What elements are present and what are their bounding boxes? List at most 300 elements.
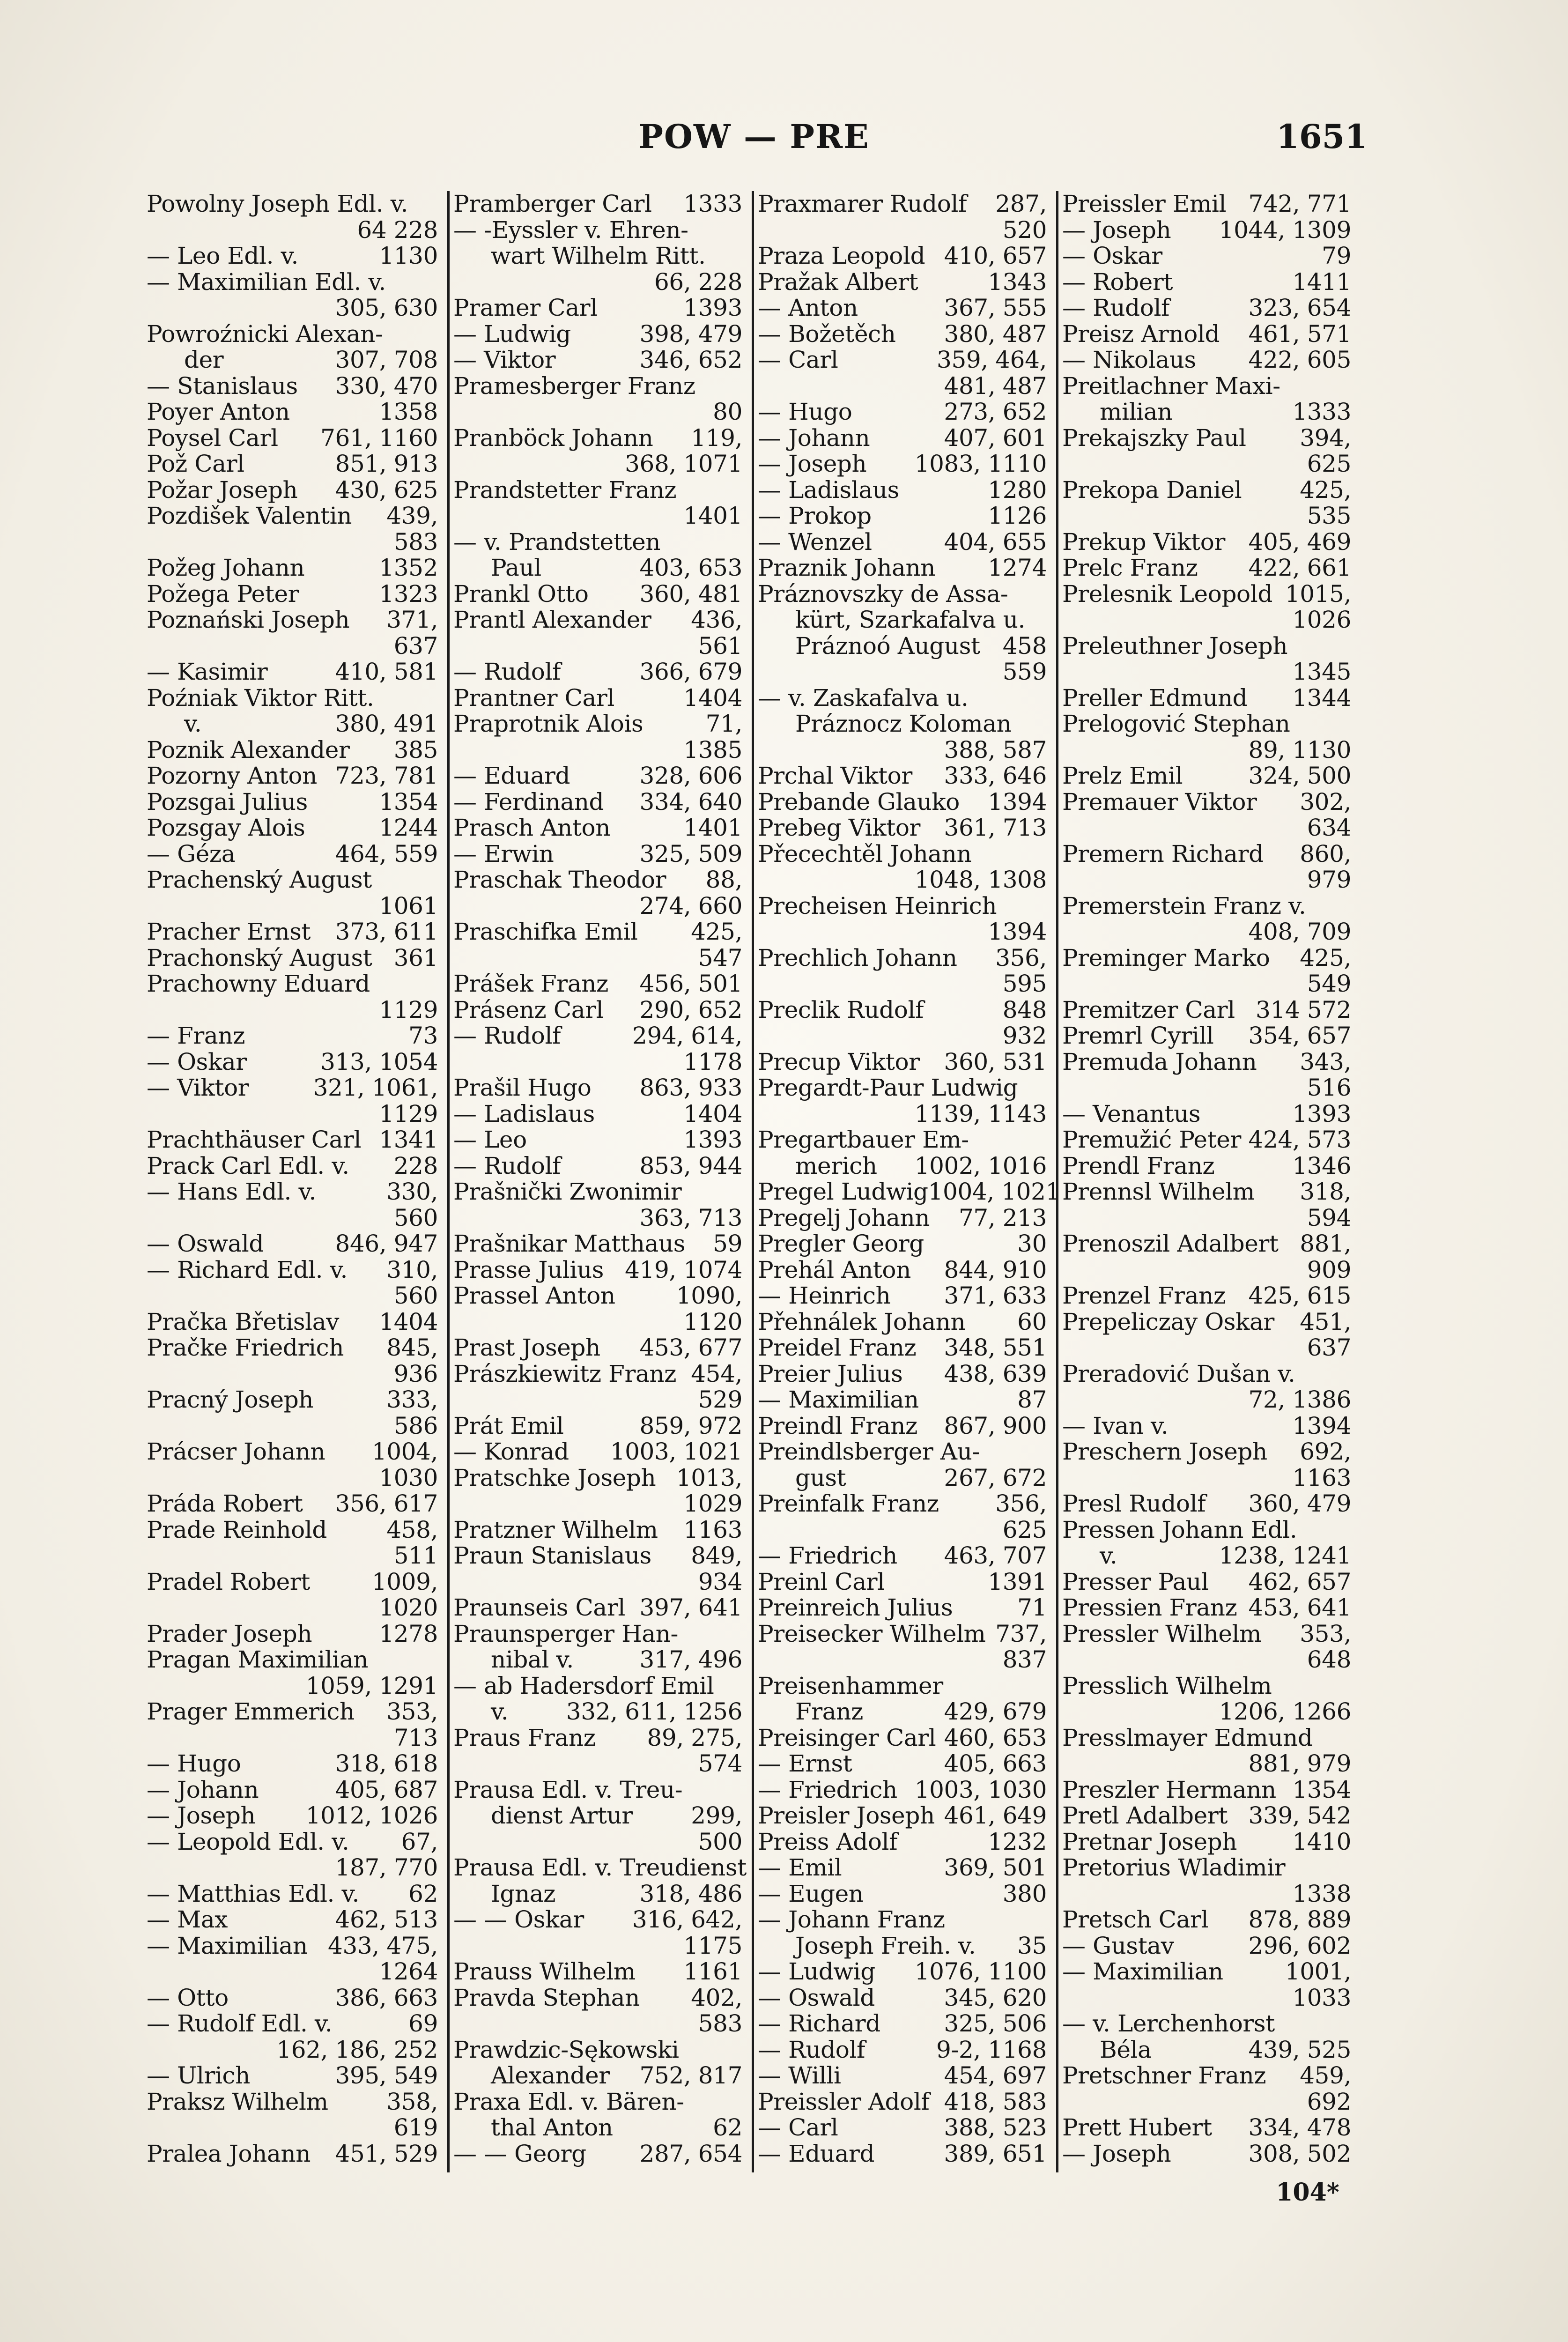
index-entry bbox=[453, 1413, 742, 1439]
entry-name: Prantner Carl bbox=[453, 684, 614, 711]
index-entry bbox=[758, 1569, 1047, 1595]
entry-page-refs: 458, bbox=[386, 1516, 438, 1543]
entry-line bbox=[453, 997, 742, 1023]
index-entry bbox=[758, 243, 1047, 269]
entry-name: — Ladislaus bbox=[453, 1100, 595, 1127]
index-entry bbox=[758, 529, 1047, 556]
entry-page-refs: 1061 bbox=[379, 892, 438, 919]
entry-name: Praza Leopold bbox=[758, 242, 925, 269]
index-entry bbox=[1062, 191, 1351, 217]
entry-name: — Hans Edl. v. bbox=[147, 1178, 316, 1205]
index-entry bbox=[758, 763, 1047, 789]
entry-page-refs: 1161 bbox=[683, 1958, 742, 1985]
entry-line bbox=[453, 1777, 742, 1803]
entry-page-refs: 358, bbox=[386, 2088, 438, 2115]
entry-page-refs: 1333 bbox=[683, 190, 742, 217]
entry-name: Preschern Joseph bbox=[1062, 1438, 1267, 1465]
entry-name: Praschak Theodor bbox=[453, 866, 666, 893]
entry-line bbox=[758, 2063, 1047, 2089]
index-entry bbox=[147, 1621, 438, 1647]
entry-line bbox=[758, 2037, 1047, 2063]
entry-page-refs bbox=[676, 477, 742, 504]
entry-name: Práznocz Koloman bbox=[795, 710, 1012, 737]
entry-line bbox=[1062, 893, 1351, 919]
entry-page-refs: 424, 573 bbox=[1248, 1126, 1351, 1153]
entry-page-refs: 73 bbox=[408, 1022, 438, 1049]
entry-name: Prankl Otto bbox=[453, 580, 589, 608]
index-entry bbox=[453, 1361, 742, 1413]
entry-name: Preier Julius bbox=[758, 1360, 903, 1387]
entry-name: Pradel Robert bbox=[147, 1568, 310, 1595]
entry-line bbox=[147, 763, 438, 789]
entry-page-refs: 723, 781 bbox=[335, 762, 438, 789]
entry-page-refs: 1090, bbox=[676, 1282, 742, 1309]
entry-page-refs: 1393 bbox=[1292, 1100, 1351, 1127]
entry-page-refs: 1338 bbox=[1292, 1880, 1351, 1907]
index-entry bbox=[147, 477, 438, 504]
index-entry bbox=[758, 1178, 1060, 1205]
entry-page-refs bbox=[1312, 1725, 1351, 1751]
entry-name: — Joseph bbox=[758, 450, 867, 477]
entry-line bbox=[758, 1153, 1047, 1179]
entry-name: Pregartbauer Em- bbox=[758, 1126, 969, 1153]
index-entry bbox=[147, 1257, 438, 1309]
entry-page-refs: 1126 bbox=[988, 502, 1047, 529]
entry-line bbox=[1062, 1855, 1351, 1881]
entry-page-refs: 851, 913 bbox=[335, 450, 438, 477]
entry-name: Powroźnicki Alexan- bbox=[147, 320, 383, 348]
entry-line bbox=[453, 1725, 742, 1751]
entry-name: Prasse Julius bbox=[453, 1256, 604, 1283]
entry-line bbox=[453, 659, 742, 685]
index-entry bbox=[1062, 2011, 1351, 2063]
entry-line bbox=[453, 373, 742, 400]
index-entry bbox=[1062, 321, 1351, 348]
entry-name: Prasch Anton bbox=[453, 814, 611, 841]
index-entry bbox=[453, 2141, 742, 2167]
index-entry bbox=[1062, 633, 1351, 685]
entry-name: Pracný Joseph bbox=[147, 1386, 314, 1413]
entry-line bbox=[1062, 555, 1351, 581]
entry-name: Pramberger Carl bbox=[453, 190, 652, 217]
entry-line bbox=[1062, 1491, 1351, 1517]
entry-page-refs: 453, 677 bbox=[639, 1334, 742, 1361]
entry-name: Preclik Rudolf bbox=[758, 996, 924, 1023]
index-entry bbox=[1062, 1621, 1351, 1673]
entry-name: — Leo bbox=[453, 1126, 527, 1153]
entry-page-refs: 325, 509 bbox=[639, 840, 742, 867]
index-entry bbox=[758, 1621, 1047, 1673]
index-entry bbox=[453, 1725, 742, 1777]
entry-page-refs bbox=[1287, 633, 1351, 660]
index-entry bbox=[453, 1439, 742, 1465]
index-entry bbox=[1062, 1673, 1351, 1725]
index-entry bbox=[758, 1231, 1047, 1257]
index-entry bbox=[1062, 1309, 1351, 1361]
entry-page-refs: 1323 bbox=[379, 580, 438, 608]
entry-name: Preinreich Julius bbox=[758, 1594, 953, 1621]
entry-name: Pretsch Carl bbox=[1062, 1906, 1209, 1933]
index-entry bbox=[147, 1985, 438, 2011]
entry-page-refs: 333, bbox=[386, 1386, 438, 1413]
entry-line bbox=[1062, 815, 1351, 841]
entry-line bbox=[1062, 971, 1351, 997]
entry-name: Pracher Ernst bbox=[147, 918, 311, 945]
entry-line bbox=[453, 1361, 742, 1387]
entry-name: — Viktor bbox=[453, 346, 556, 373]
entry-line bbox=[453, 1595, 742, 1621]
entry-page-refs: 72, 1386 bbox=[1248, 1386, 1351, 1413]
entry-name: Pramer Carl bbox=[453, 294, 598, 321]
entry-page-refs: 1059, 1291 bbox=[305, 1672, 438, 1699]
entry-line bbox=[1062, 1959, 1351, 1985]
entry-page-refs: 356, bbox=[995, 1490, 1047, 1517]
index-entry bbox=[453, 711, 742, 763]
entry-page-refs: 881, bbox=[1300, 1230, 1351, 1257]
entry-line bbox=[1062, 503, 1351, 529]
entry-page-refs bbox=[1272, 1673, 1351, 1699]
entry-page-refs: 547 bbox=[698, 944, 742, 971]
index-entry bbox=[1062, 685, 1351, 711]
index-entry bbox=[453, 1075, 742, 1101]
entry-line bbox=[453, 1179, 742, 1205]
entry-line bbox=[758, 1491, 1047, 1517]
entry-page-refs bbox=[370, 971, 438, 997]
entry-line bbox=[147, 1309, 438, 1335]
entry-line bbox=[1062, 607, 1351, 633]
entry-line bbox=[758, 633, 1047, 660]
entry-line bbox=[758, 1335, 1047, 1361]
entry-page-refs: 595 bbox=[1002, 970, 1047, 997]
entry-line bbox=[147, 2037, 438, 2063]
entry-page-refs: 397, 641 bbox=[639, 1594, 742, 1621]
entry-page-refs: 500 bbox=[698, 1828, 742, 1855]
entry-name: Praschifka Emil bbox=[453, 918, 638, 945]
entry-line bbox=[147, 1335, 438, 1361]
index-entry bbox=[1062, 1023, 1351, 1049]
entry-page-refs: 462, 657 bbox=[1248, 1568, 1351, 1595]
entry-line bbox=[453, 295, 742, 321]
index-entry bbox=[758, 1777, 1047, 1803]
entry-name: — Rudolf bbox=[758, 2036, 865, 2063]
entry-line bbox=[1062, 1465, 1351, 1491]
entry-line bbox=[1062, 295, 1351, 321]
index-entry bbox=[147, 1569, 438, 1621]
entry-line bbox=[1062, 477, 1351, 504]
entry-line bbox=[453, 347, 742, 373]
index-entry bbox=[1062, 1127, 1351, 1153]
entry-line bbox=[758, 1777, 1047, 1803]
index-entry bbox=[758, 1283, 1047, 1309]
entry-page-refs: 402, bbox=[691, 1984, 742, 2011]
entry-line bbox=[453, 269, 742, 296]
entry-line bbox=[758, 581, 1047, 608]
entry-page-refs: 1274 bbox=[988, 554, 1047, 581]
entry-line bbox=[453, 763, 742, 789]
entry-line bbox=[1062, 1413, 1351, 1439]
entry-line bbox=[147, 1751, 438, 1777]
entry-page-refs: 1013, bbox=[676, 1464, 742, 1491]
index-entry bbox=[147, 1829, 438, 1881]
entry-line bbox=[1062, 1829, 1351, 1855]
entry-page-refs: 69 bbox=[408, 2010, 438, 2037]
entry-line bbox=[453, 581, 742, 608]
entry-page-refs: 395, 549 bbox=[335, 2062, 438, 2089]
entry-page-refs: 1076, 1100 bbox=[914, 1958, 1047, 1985]
entry-name: Prašnički Zwonimir bbox=[453, 1178, 682, 1205]
index-entry bbox=[453, 1231, 742, 1257]
index-entry bbox=[453, 347, 742, 373]
entry-line bbox=[453, 1854, 747, 1881]
index-entry bbox=[147, 1933, 438, 1985]
entry-line bbox=[147, 555, 438, 581]
index-entry bbox=[758, 1595, 1047, 1621]
entry-page-refs: 35 bbox=[1017, 1932, 1047, 1959]
index-entry bbox=[1062, 1933, 1351, 1959]
entry-page-refs bbox=[1290, 711, 1351, 737]
index-entry bbox=[1062, 763, 1351, 789]
entry-page-refs: 1280 bbox=[988, 476, 1047, 504]
entry-page-refs bbox=[678, 1621, 742, 1647]
entry-page-refs: 273, 652 bbox=[944, 398, 1047, 425]
index-entry bbox=[147, 555, 438, 581]
entry-line bbox=[147, 1439, 438, 1465]
entry-line bbox=[453, 217, 742, 244]
entry-page-refs: 360, 479 bbox=[1248, 1490, 1351, 1517]
entry-name: Premitzer Carl bbox=[1062, 996, 1235, 1023]
entry-page-refs: 692, bbox=[1300, 1438, 1351, 1465]
entry-line bbox=[147, 1127, 438, 1153]
entry-line bbox=[453, 1751, 742, 1777]
index-entry bbox=[453, 217, 742, 296]
entry-page-refs: 356, 617 bbox=[335, 1490, 438, 1517]
entry-page-refs: 388, 523 bbox=[944, 2114, 1047, 2141]
entry-page-refs bbox=[968, 685, 1047, 711]
entry-line bbox=[453, 1049, 742, 1075]
entry-name: Prachowny Eduard bbox=[147, 970, 370, 997]
entry-line bbox=[1062, 1283, 1351, 1309]
entry-line bbox=[147, 1023, 438, 1049]
entry-name: — Joseph bbox=[1062, 216, 1171, 244]
index-entry bbox=[758, 555, 1047, 581]
entry-page-refs: 380, 487 bbox=[944, 320, 1047, 348]
entry-line bbox=[758, 919, 1047, 945]
entry-line bbox=[453, 2037, 742, 2063]
entry-line bbox=[453, 191, 742, 217]
entry-name: Premrl Cyrill bbox=[1062, 1022, 1214, 1049]
entry-line bbox=[1062, 737, 1351, 763]
entry-line bbox=[147, 893, 438, 919]
entry-page-refs: 1394 bbox=[988, 918, 1047, 945]
entry-line bbox=[758, 1855, 1047, 1881]
index-entry bbox=[1062, 2115, 1351, 2141]
index-entry bbox=[453, 841, 742, 867]
entry-page-refs: 439, bbox=[386, 502, 438, 529]
entry-line bbox=[758, 1231, 1047, 1257]
entry-name: — Carl bbox=[758, 346, 838, 373]
entry-line bbox=[453, 243, 742, 269]
index-entry bbox=[453, 477, 742, 529]
entry-line bbox=[147, 1517, 438, 1543]
index-entry bbox=[147, 1335, 438, 1387]
index-entry bbox=[758, 503, 1047, 529]
entry-name: Poźniak Viktor Ritt. bbox=[147, 684, 374, 711]
entry-line bbox=[758, 685, 1047, 711]
entry-line bbox=[1062, 1127, 1351, 1153]
entry-name: — Oskar bbox=[147, 1048, 247, 1075]
index-entry bbox=[453, 1465, 742, 1517]
entry-line bbox=[758, 815, 1047, 841]
entry-line bbox=[147, 1101, 438, 1127]
entry-page-refs: 436, bbox=[691, 606, 742, 633]
entry-line bbox=[147, 1543, 438, 1569]
entry-line bbox=[453, 1543, 742, 1569]
index-entry bbox=[1062, 1153, 1351, 1179]
entry-page-refs: 317, 496 bbox=[639, 1646, 742, 1673]
entry-name: Prašil Hugo bbox=[453, 1074, 592, 1101]
entry-line bbox=[147, 217, 438, 244]
entry-page-refs: 59 bbox=[713, 1230, 742, 1257]
entry-page-refs: 742, 771 bbox=[1248, 190, 1351, 217]
entry-line bbox=[758, 1465, 1047, 1491]
index-entry bbox=[758, 477, 1047, 504]
entry-page-refs: 1401 bbox=[683, 814, 742, 841]
entry-line bbox=[758, 2011, 1047, 2037]
entry-page-refs: 330, bbox=[386, 1178, 438, 1205]
entry-line bbox=[147, 1777, 438, 1803]
entry-page-refs: 380, 491 bbox=[335, 710, 438, 737]
entry-page-refs: 361, 713 bbox=[944, 814, 1047, 841]
entry-name: — Leo Edl. v. bbox=[147, 242, 298, 269]
index-entry bbox=[147, 1387, 438, 1439]
entry-line bbox=[1062, 581, 1351, 608]
entry-name: Prašnikar Matthaus bbox=[453, 1230, 685, 1257]
index-entry bbox=[147, 1075, 438, 1127]
entry-page-refs bbox=[408, 191, 438, 217]
entry-page-refs: 343, bbox=[1300, 1048, 1351, 1075]
column-4 bbox=[1056, 191, 1356, 2172]
entry-page-refs: 1244 bbox=[379, 814, 438, 841]
entry-name: Prausa Edl. v. Treu- bbox=[453, 1776, 683, 1803]
entry-line bbox=[453, 1985, 742, 2011]
entry-page-refs: 328, 606 bbox=[639, 762, 742, 789]
entry-line bbox=[453, 2141, 742, 2167]
entry-name: v. bbox=[184, 710, 202, 737]
entry-page-refs: 648 bbox=[1307, 1646, 1351, 1673]
entry-page-refs: 1015, bbox=[1285, 580, 1351, 608]
entry-line bbox=[147, 269, 438, 296]
entry-line bbox=[147, 1881, 438, 1907]
entry-page-refs: 844, 910 bbox=[944, 1256, 1047, 1283]
entry-name: Preisler Joseph bbox=[758, 1802, 935, 1829]
entry-line bbox=[147, 1829, 438, 1855]
entry-page-refs bbox=[383, 321, 438, 348]
entry-line bbox=[147, 1621, 438, 1647]
index-entry bbox=[758, 1075, 1047, 1127]
index-entry bbox=[1062, 1049, 1351, 1101]
entry-name: Preisz Arnold bbox=[1062, 320, 1220, 348]
entry-name: Prenoszil Adalbert bbox=[1062, 1230, 1279, 1257]
index-entry bbox=[147, 1153, 438, 1179]
entry-page-refs: 1044, 1309 bbox=[1219, 216, 1351, 244]
entry-name: Preissler Emil bbox=[1062, 190, 1227, 217]
entry-line bbox=[1062, 347, 1351, 373]
entry-name: Prack Carl Edl. v. bbox=[147, 1152, 349, 1179]
entry-name: Přehnálek Johann bbox=[758, 1308, 966, 1335]
index-entry bbox=[758, 789, 1047, 815]
entry-name: Prader Joseph bbox=[147, 1620, 312, 1647]
entry-line bbox=[1062, 269, 1351, 296]
entry-page-refs: 511 bbox=[393, 1542, 438, 1569]
index-entry bbox=[453, 1179, 742, 1231]
index-entry bbox=[147, 503, 438, 555]
entry-line bbox=[1062, 1777, 1351, 1803]
entry-page-refs: 119, bbox=[691, 424, 742, 452]
entry-name: — Franz bbox=[147, 1022, 245, 1049]
entry-page-refs: 162, 186, 252 bbox=[276, 2036, 438, 2063]
index-entry bbox=[453, 1777, 742, 1855]
entry-line bbox=[758, 1881, 1047, 1907]
entry-line bbox=[1062, 789, 1351, 815]
entry-page-refs: 1264 bbox=[379, 1958, 438, 1985]
entry-name: — Nikolaus bbox=[1062, 346, 1196, 373]
entry-line bbox=[758, 659, 1047, 685]
entry-page-refs: 460, 653 bbox=[944, 1724, 1047, 1751]
entry-page-refs: 1004, 1021 bbox=[928, 1178, 1060, 1205]
entry-line bbox=[453, 1387, 742, 1413]
entry-page-refs: 187, 770 bbox=[335, 1854, 438, 1881]
entry-page-refs: 1129 bbox=[379, 1100, 438, 1127]
entry-line bbox=[147, 2011, 438, 2037]
index-entry bbox=[147, 1049, 438, 1075]
entry-line bbox=[1062, 1517, 1351, 1543]
entry-name: Prát Emil bbox=[453, 1412, 564, 1439]
index-entry bbox=[147, 451, 438, 477]
entry-page-refs: 1346 bbox=[1292, 1152, 1351, 1179]
entry-page-refs: 625 bbox=[1002, 1516, 1047, 1543]
entry-line bbox=[758, 399, 1047, 425]
index-entry bbox=[453, 1907, 742, 1959]
entry-line bbox=[758, 1725, 1047, 1751]
entry-name: milian bbox=[1100, 398, 1172, 425]
entry-line bbox=[758, 841, 1047, 867]
entry-name: Preidel Franz bbox=[758, 1334, 917, 1361]
index-entry bbox=[1062, 217, 1351, 244]
entry-page-refs: 373, 611 bbox=[335, 918, 438, 945]
entry-name: — Stanislaus bbox=[147, 372, 298, 400]
entry-line bbox=[1062, 1933, 1351, 1959]
entry-line bbox=[758, 1309, 1047, 1335]
entry-page-refs: 313, 1054 bbox=[320, 1048, 438, 1075]
entry-line bbox=[453, 1257, 742, 1283]
entry-line bbox=[147, 1673, 438, 1699]
entry-page-refs: 425, bbox=[1300, 944, 1351, 971]
entry-name: — Ferdinand bbox=[453, 788, 604, 815]
entry-line bbox=[147, 1595, 438, 1621]
index-entry bbox=[1062, 945, 1351, 997]
index-entry bbox=[453, 607, 742, 659]
entry-line bbox=[1062, 451, 1351, 477]
index-entry bbox=[453, 997, 742, 1023]
entry-line bbox=[453, 867, 742, 893]
entry-page-refs: 403, 653 bbox=[639, 554, 742, 581]
entry-name: — Joseph bbox=[1062, 2140, 1171, 2167]
entry-name: Preradović Dušan v. bbox=[1062, 1360, 1295, 1387]
index-entry bbox=[453, 1101, 742, 1127]
entry-page-refs: 307, 708 bbox=[335, 346, 438, 373]
entry-line bbox=[758, 737, 1047, 763]
index-entry bbox=[1062, 1439, 1351, 1491]
